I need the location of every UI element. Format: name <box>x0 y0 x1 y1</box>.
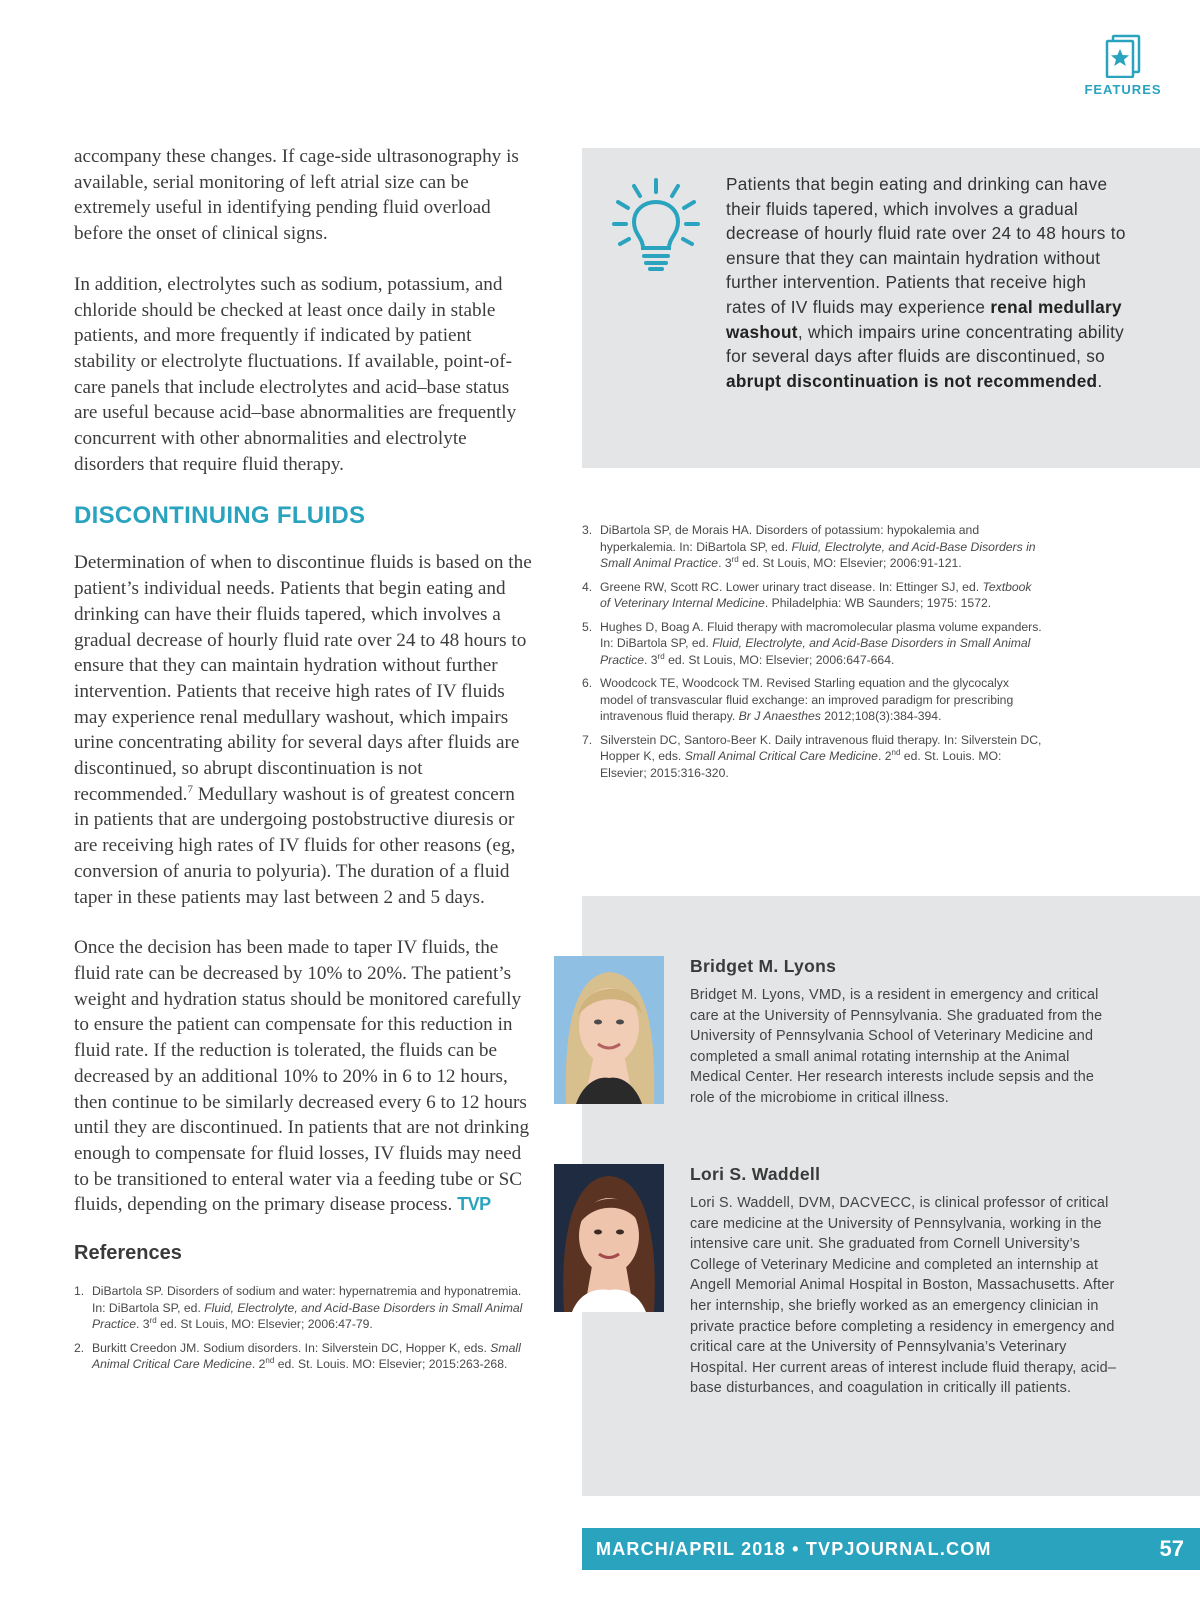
reference-text: DiBartola SP, de Morais HA. Disorders of potassium: hypokalemia and hyperkalemia. In: DiBartola SP, ed. Fluid, Electrolyte, and Acid-Base Disorders in Small Animal Practice. 3rd ed. St Louis, MO: Elsevier; 2006:91-121. <box>600 523 1036 570</box>
reference-text: Greene RW, Scott RC. Lower urinary tract disease. In: Ettinger SJ, ed. Textbook of Veterinary Internal Medicine. Philadelphia: WB Saunders; 1975: 1572. <box>600 579 1032 610</box>
author-bio: Bridget M. Lyons, VMD, is a resident in emergency and critical care at the University of Pennsylvania. She graduated from the University of Pennsylvania School of Veterinary Medicine and completed a small animal rotating internship at the Animal Medical Center. Her research interests include sepsis and the role of the microbiome in critical illness. <box>690 987 1103 1106</box>
callout-text: Patients that begin eating and drinking can have their fluids tapered, which involves a gradual decrease of hourly fluid rate over 24 to 48 hours to ensure that they can maintain hydration without further intervention. Patients that receive high rates of IV fluids may experience renal medullary washout, which impairs urine concentrating ability for several days after fluids are discontinued, so abrupt discontinuation is not recommended. <box>726 174 1126 391</box>
paragraph <box>74 550 534 910</box>
author-text <box>690 956 1120 1109</box>
end-mark: TVP <box>457 1194 491 1215</box>
paragraph-text: Determination of when to discontinue fluids is based on the patient’s individual needs. Patients that begin eating and drinking can have their fluids tapered, which involves a gradual decrease of hourly fluid rate over 24 to 48 hours to ensure that they can maintain hydration without further intervention. Patients that receive high rates of IV fluids may experience renal medullary washout, which impairs urine concentrating ability for several days after fluids are discontinued, so abrupt discontinuation is not recommended. <box>74 552 532 805</box>
section-label: FEATURES <box>1084 82 1162 97</box>
reference-text: Hughes D, Boag A. Fluid therapy with macromolecular plasma volume expanders. In: DiBartola SP, ed. Fluid, Electrolyte, and Acid-Base Disorders in Small Animal Practice. 3rd ed. St Louis, MO: Elsevier; 2006:647-664. <box>600 619 1042 667</box>
author-bio: Lori S. Waddell, DVM, DACVECC, is clinical professor of critical care medicine at the University of Pennsylvania, working in the intensive care unit. She graduated from Cornell University’s College of Veterinary Medicine and completed an internship at Angell Memorial Animal Hospital in Boston, Massachusetts. After her internship, she briefly worked as an emergency clinician in private practice before completing a residency in emergency and critical care at the University of Pennsylvania’s Veterinary Hospital. Her current areas of interest include fluid therapy, acid–base disturbances, and coagulation in critically ill patients. <box>690 1195 1117 1397</box>
author-name: Lori S. Waddell <box>690 1164 821 1184</box>
issue-info: MARCH/APRIL 2018 • TVPJOURNAL.COM <box>596 1538 992 1559</box>
reference-list-continued <box>582 522 1042 788</box>
reference-number: 5. <box>582 619 593 634</box>
reference-text: Silverstein DC, Santoro-Beer K. Daily intravenous fluid therapy. In: Silverstein DC, Hopper K, eds. Small Animal Critical Care Medicine. 2nd ed. St. Louis. MO: Elsevier; 2015:316-320. <box>600 732 1042 780</box>
author-photo <box>554 1164 664 1312</box>
page-number: 57 <box>1159 1536 1184 1561</box>
author-bios-panel <box>582 896 1200 1496</box>
reference-number: 3. <box>582 523 593 537</box>
section-heading: DISCONTINUING FLUIDS <box>74 502 366 530</box>
reference-number: 6. <box>582 676 593 690</box>
paragraph-text: Medullary washout is of greatest concern in patients that are undergoing postobstructive diuresis or are receiving high rates of IV fluids for other reasons (eg, conversion of anuria to polyuria). The duration of a fluid taper in these patients may last between 2 and 5 days. <box>74 783 516 908</box>
references-heading: References <box>74 1242 182 1265</box>
author-name: Bridget M. Lyons <box>690 956 837 976</box>
citation-ref: 7 <box>187 783 193 796</box>
star-book-icon <box>1104 34 1142 78</box>
article-body <box>74 144 534 1380</box>
reference-number: 2. <box>74 1340 85 1355</box>
reference-text: DiBartola SP. Disorders of sodium and water: hypernatremia and hyponatremia. In: DiBartola SP, ed. Fluid, Electrolyte, and Acid-Base Disorders in Small Animal Practice. 3rd ed. St Louis, MO: Elsevier; 2006:47-79. <box>92 1284 523 1332</box>
author-photo <box>554 956 664 1104</box>
section-header <box>1066 34 1180 97</box>
paragraph: accompany these changes. If cage-side ultrasonography is available, serial monitoring of left atrial size can be extremely useful in identifying pending fluid overload before the onset of clinical signs. <box>74 146 519 245</box>
reference-text: Woodcock TE, Woodcock TM. Revised Starling equation and the glycocalyx model of transvascular fluid exchange: an improved paradigm for prescribing intravenous fluid therapy. Br J Anaesthes 2012;108(3):384-394. <box>600 676 1014 723</box>
reference-number: 4. <box>582 579 593 594</box>
reference-item <box>582 675 1042 725</box>
pull-quote-callout <box>582 148 1200 468</box>
reference-item <box>582 579 1042 612</box>
reference-number: 7. <box>582 732 593 747</box>
reference-text: Burkitt Creedon JM. Sodium disorders. In: Silverstein DC, Hopper K, eds. Small Animal Critical Care Medicine. 2nd ed. St. Louis. MO: Elsevier; 2015:263-268. <box>92 1340 521 1372</box>
reference-number: 1. <box>74 1284 85 1299</box>
reference-list <box>74 1283 534 1373</box>
author-text <box>690 1164 1120 1399</box>
footer-bar <box>582 1528 1200 1570</box>
lightbulb-icon <box>610 176 702 272</box>
paragraph-text: Once the decision has been made to taper IV fluids, the fluid rate can be decreased by 10% to 20%. The patient’s weight and hydration status should be monitored carefully to ensure the patient can compensate for this reduction in fluid rate. If the reduction is tolerated, the fluids can be decreased by an additional 10% to 20% in 6 to 12 hours, then continue to be similarly decreased every 6 to 12 hours until they are discontinued. In patients that are not drinking enough to compensate for fluid losses, IV fluids may need to be transitioned to enteral water via a feeding tube or SC fluids, depending on the primary disease process. <box>74 937 530 1216</box>
reference-item <box>582 619 1042 669</box>
reference-item <box>582 522 1042 572</box>
paragraph <box>74 935 534 1218</box>
paragraph: In addition, electrolytes such as sodium, potassium, and chloride should be checked at least once daily in stable patients, and more frequently if indicated by patient stability or electrolyte fluctuations. If available, point-of-care panels that include electrolytes and acid–base status are useful because acid–base abnormalities are frequently concurrent with other abnormalities and electrolyte disorders that require fluid therapy. <box>74 273 517 475</box>
reference-item <box>74 1283 534 1333</box>
reference-item <box>74 1340 534 1373</box>
reference-item <box>582 732 1042 782</box>
